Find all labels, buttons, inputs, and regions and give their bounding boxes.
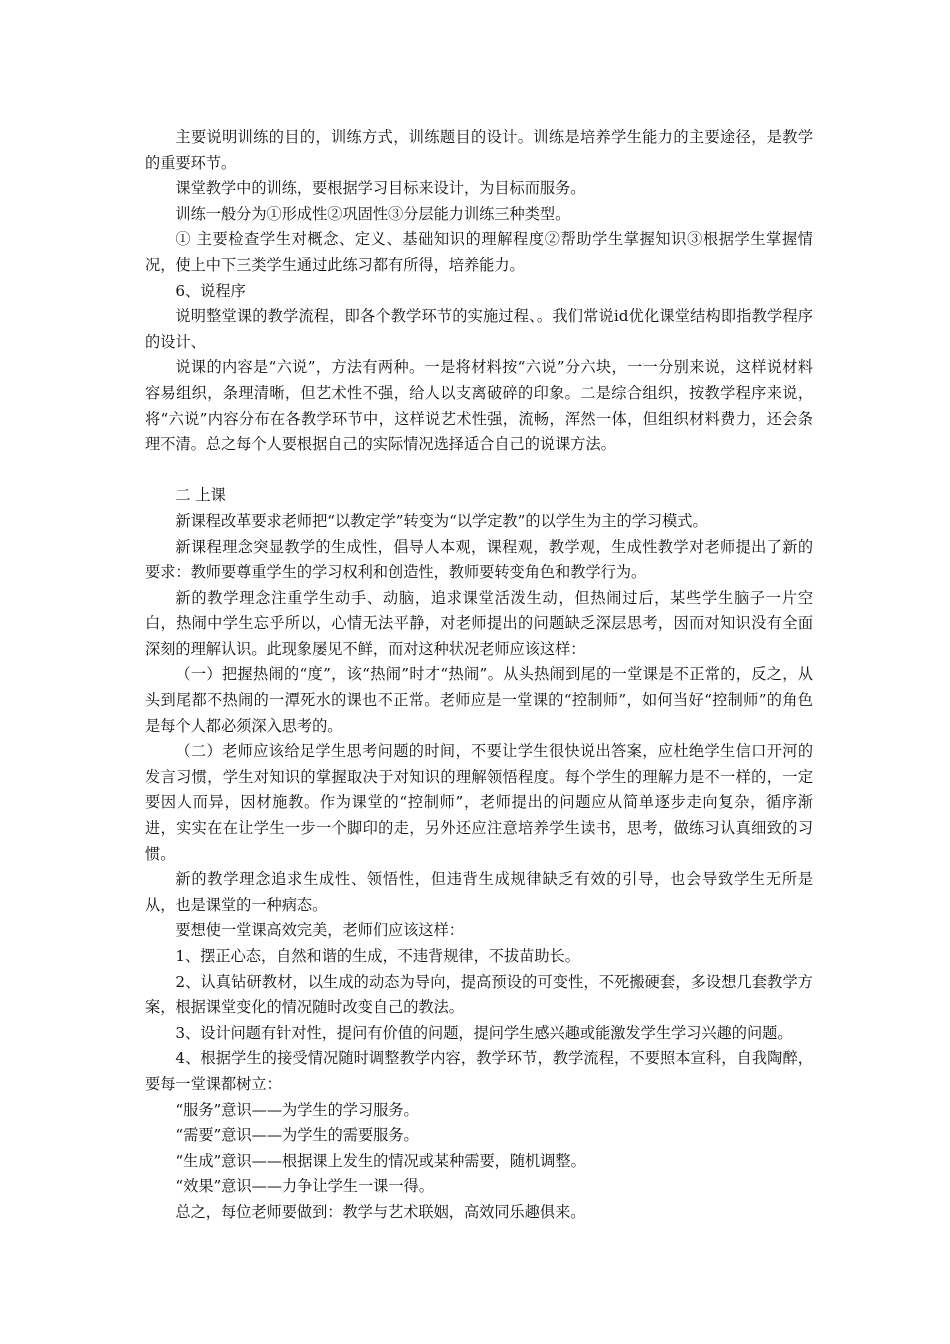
awareness-effect: “效果”意识——力争让学生一课一得。 <box>175 1177 434 1196</box>
list-item-3: 3、设计问题有针对性，提问有价值的问题，提问学生感兴趣或能激发学生学习兴趣的问题。 <box>175 1023 793 1042</box>
paragraph-point-one: （一）把握热闹的“度”，该“热闹”时才“热闹”。从头热闹到尾的一堂课是不正常的，反之，从头到尾都不热闹的一潭死水的课也不正常。老师应是一堂课的“控制师”，如何当好“控制师”的角色是每个人都必须深入思考的。 <box>145 665 813 735</box>
list-item-4: 4、根据学生的接受情况随时调整教学内容，教学环节，教学流程，不要照本宣科，自我陶醉，要每一堂课都树立： <box>145 1049 813 1093</box>
paragraph-reform: 新课程改革要求老师把“以教定学”转变为“以学定教”的以学生为主的学习模式。 <box>175 511 708 530</box>
awareness-need: “需要”意识——为学生的需要服务。 <box>175 1126 419 1145</box>
list-item-1: 1、摆正心态，自然和谐的生成，不违背规律，不拔苗助长。 <box>175 947 580 965</box>
paragraph-generative: 新的教学理念追求生成性、领悟性，但违背生成规律缺乏有效的引导，也会导致学生无所是从，也是课堂的一种病态。 <box>145 870 813 914</box>
paragraph-procedure: 说明整堂课的教学流程，即各个教学环节的实施过程、。我们常说id优化课堂结构即指教学程序的设计、 <box>145 307 813 351</box>
paragraph-six-talks: 说课的内容是“六说”，方法有两种。一是将材料按“六说”分六块，一一分别来说，这样说材料容易组织，条理清晰，但艺术性不强，给人以支离破碎的印象。二是综合组织，按教学程序来说，将“六说”内容分布在各教学环节中，这样说艺术性强，流畅，浑然一体，但组织材料费力，还会条理不清。总之每个人要根据自己的实际情况选择适合自己的说课方法。 <box>145 358 813 454</box>
paragraph-training-goals: ① 主要检查学生对概念、定义、基础知识的理解程度②帮助学生掌握知识③根据学生掌握情况，使上中下三类学生通过此练习都有所得，培养能力。 <box>145 230 813 274</box>
paragraph-new-curriculum: 新课程理念突显教学的生成性，倡导人本观，课程观，教学观，生成性教学对老师提出了新的要求：教师要尊重学生的学习权利和创造性，教师要转变角色和教学行为。 <box>145 537 813 582</box>
awareness-generation: “生成”意识——根据课上发生的情况或某种需要，随机调整。 <box>175 1151 586 1170</box>
section-heading-class: 二 上课 <box>175 486 226 505</box>
paragraph-point-two: （二）老师应该给足学生思考问题的时间，不要让学生很快说出答案，应杜绝学生信口开河的发言习惯，学生对知识的掌握取决于对知识的理解领悟程度。每个学生的理解力是不一样的，一定要因人而异，因材施教。作为课堂的“控制师”，老师提出的问题应从简单逐步走向复杂，循序渐进，实实在在让学生一步一个脚印的走，另外还应注意培养学生读书，思考，做练习认真细致的习惯。 <box>145 742 813 863</box>
paragraph-training-purpose: 主要说明训练的目的，训练方式，训练题目的设计。训练是培养学生能力的主要途径，是教学的重要环节。 <box>145 128 813 172</box>
paragraph-how-to: 要想使一堂课高效完美，老师们应该这样： <box>175 921 464 940</box>
paragraph-new-concept: 新的教学理念注重学生动手、动脑，追求课堂活泼生动，但热闹过后，某些学生脑子一片空白，热闹中学生忘乎所以，心情无法平静，对老师提出的问题缺乏深层思考，因而对知识没有全面深刻的理解认识。此现象屡见不鲜，而对这种状况老师应该这样： <box>145 588 813 658</box>
paragraph-training-types: 训练一般分为①形成性②巩固性③分层能力训练三种类型。 <box>175 204 571 223</box>
paragraph-training-design: 课堂教学中的训练，要根据学习目标来设计，为目标而服务。 <box>175 179 586 198</box>
section-heading-procedure: 6、说程序 <box>175 281 246 300</box>
awareness-service: “服务”意识——为学生的学习服务。 <box>175 1100 419 1119</box>
document-page <box>145 125 813 1226</box>
paragraph-summary: 总之，每位老师要做到：教学与艺术联姻，高效同乐趣俱来。 <box>175 1202 586 1221</box>
blank-line <box>145 458 813 484</box>
list-item-2: 2、认真钻研教材，以生成的动态为导向，提高预设的可变性，不死搬硬套，多设想几套教学方案，根据课堂变化的情况随时改变自己的教法。 <box>145 972 813 1017</box>
